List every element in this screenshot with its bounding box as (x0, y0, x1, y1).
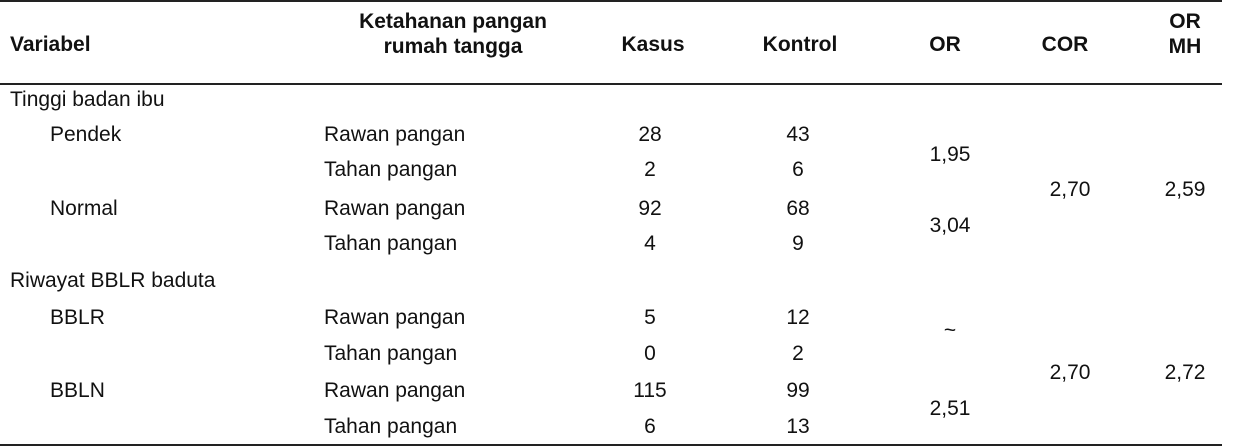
subgroup-label-bblr: BBLR (50, 306, 105, 329)
subgroup-label-pendek: Pendek (50, 123, 122, 146)
subgroup-label-bbln: BBLN (50, 379, 105, 402)
header-kasus: Kasus (621, 33, 685, 56)
status-label: Rawan pangan (324, 123, 466, 146)
header-ketahanan-line1: Ketahanan pangan (359, 10, 547, 33)
kasus-value: 4 (644, 232, 656, 255)
status-label: Tahan pangan (324, 342, 458, 365)
or-value-pendek: 1,95 (929, 143, 971, 166)
kontrol-value: 99 (786, 379, 810, 402)
group-title-tinggi-badan-ibu: Tinggi badan ibu (10, 88, 165, 111)
kasus-value: 5 (644, 306, 656, 329)
kontrol-value: 6 (792, 158, 804, 181)
kasus-value: 0 (644, 342, 656, 365)
header-or-mh-line2: MH (1168, 35, 1202, 58)
header-ketahanan-line2: rumah tangga (383, 35, 523, 58)
kontrol-value: 68 (786, 197, 810, 220)
header-cor: COR (1041, 33, 1089, 56)
kontrol-value: 43 (786, 123, 810, 146)
group-title-riwayat-bblr: Riwayat BBLR baduta (10, 269, 216, 292)
ormh-value-tinggi-badan: 2,59 (1164, 178, 1206, 201)
ormh-value-riwayat-bblr: 2,72 (1164, 361, 1206, 384)
header-variabel: Variabel (10, 33, 91, 56)
kasus-value: 2 (644, 158, 656, 181)
or-value-normal: 3,04 (929, 214, 971, 237)
kontrol-value: 13 (786, 415, 810, 438)
or-value-bbln: 2,51 (929, 397, 971, 420)
table-bottom-rule (0, 444, 1222, 446)
status-label: Rawan pangan (324, 379, 466, 402)
header-kontrol: Kontrol (762, 33, 838, 56)
status-label: Rawan pangan (324, 197, 466, 220)
kasus-value: 28 (638, 123, 662, 146)
status-label: Tahan pangan (324, 232, 458, 255)
table-top-rule (0, 0, 1222, 2)
status-label: Tahan pangan (324, 415, 458, 438)
header-or-mh-line1: OR (1169, 10, 1201, 33)
cor-value-riwayat-bblr: 2,70 (1049, 361, 1091, 384)
or-value-bblr: ~ (943, 319, 957, 342)
kasus-value: 115 (633, 379, 667, 402)
kasus-value: 92 (638, 197, 662, 220)
kasus-value: 6 (644, 415, 656, 438)
header-or-mh (1145, 9, 1225, 59)
header-ketahanan-pangan (318, 9, 588, 59)
subgroup-label-normal: Normal (50, 197, 118, 220)
cor-value-tinggi-badan: 2,70 (1049, 178, 1091, 201)
kontrol-value: 9 (792, 232, 804, 255)
kontrol-value: 2 (792, 342, 804, 365)
kontrol-value: 12 (786, 306, 810, 329)
status-label: Rawan pangan (324, 306, 466, 329)
header-or: OR (929, 33, 961, 56)
status-label: Tahan pangan (324, 158, 458, 181)
header-bottom-rule (0, 83, 1222, 85)
